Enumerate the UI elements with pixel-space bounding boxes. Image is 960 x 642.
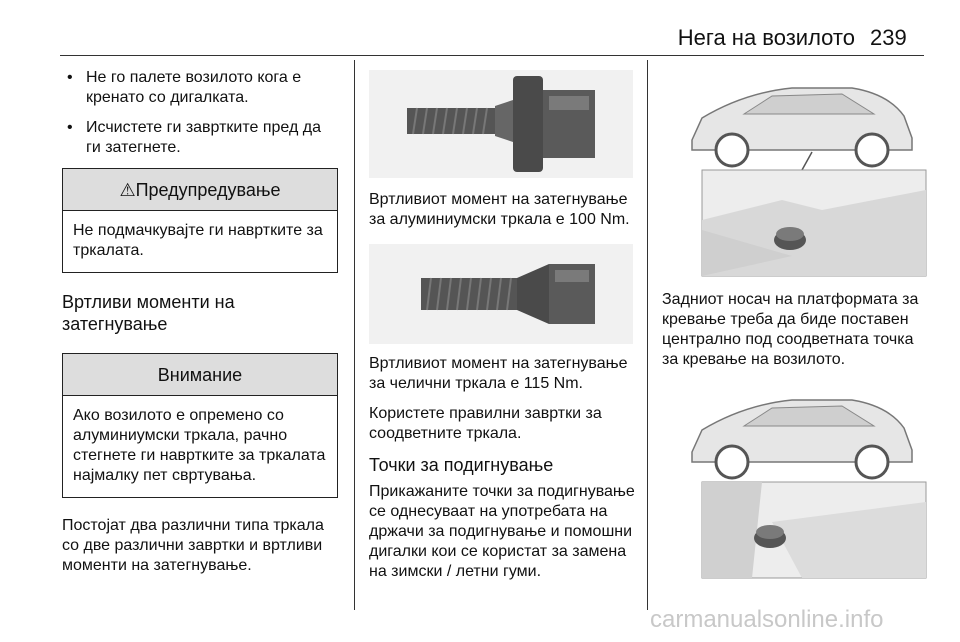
column-left (62, 68, 338, 586)
notice-title: Внимание (63, 354, 337, 396)
body-paragraph: Користете правилни завртки за соодветните тркала. (369, 405, 602, 442)
section-heading-lifting-points: Точки за подигнување (369, 455, 554, 475)
caption-rear-lift-support: Задниот носач на платформата за кревање треба да биде поставен централно под соодветната точка за кревање на возилото. (662, 291, 919, 368)
front-lift-point-figure (662, 382, 928, 582)
column-divider-2 (647, 60, 648, 610)
warning-text: Не подмачкувајте ги навртките за тркалата. (73, 222, 323, 259)
column-middle (369, 70, 635, 592)
warning-triangle-icon: ⚠ (119, 180, 136, 200)
section-heading-torque: Вртливи моменти на затегнување (62, 292, 235, 334)
column-divider-1 (354, 60, 355, 610)
alloy-wheel-bolt-figure (369, 70, 633, 178)
bullet-item: • Не го палете возилото кога е кренато со дигалката. (62, 68, 338, 108)
page-header-title: Нега на возилото (677, 25, 855, 50)
bullet-item: • Исчистете ги завртките пред да ги затегнете. (62, 118, 338, 158)
notice-text: Ако возилото е опремено со алуминиумски тркала, рачно стегнете ги навртките за тркалата најмалку пет свртувања. (73, 407, 326, 484)
page-number: 239 (870, 25, 907, 50)
column-right (662, 70, 932, 582)
warning-title: Предупредување (135, 180, 281, 200)
caption-alloy-torque: Вртливиот момент на затегнување за алуминиумски тркала е 100 Nm. (369, 191, 630, 228)
notice-box (62, 353, 338, 498)
caption-steel-torque: Вртливиот момент на затегнување за челични тркала е 115 Nm. (369, 355, 628, 392)
steel-wheel-bolt-figure (369, 244, 633, 344)
body-paragraph: Постојат два различни типа тркала со две различни завртки и вртливи моменти на затегнување. (62, 517, 324, 574)
header-rule (60, 55, 924, 56)
rear-lift-point-figure (662, 70, 928, 280)
footer-watermark: carmanualsonline.info (650, 606, 884, 633)
body-paragraph: Прикажаните точки за подигнување се однесуваат на употребата на држачи за подигнување и помошни дигалки кои се користат за замена на зимски / летни гуми. (369, 483, 635, 580)
warning-box-header (63, 169, 337, 211)
warning-box (62, 168, 338, 273)
